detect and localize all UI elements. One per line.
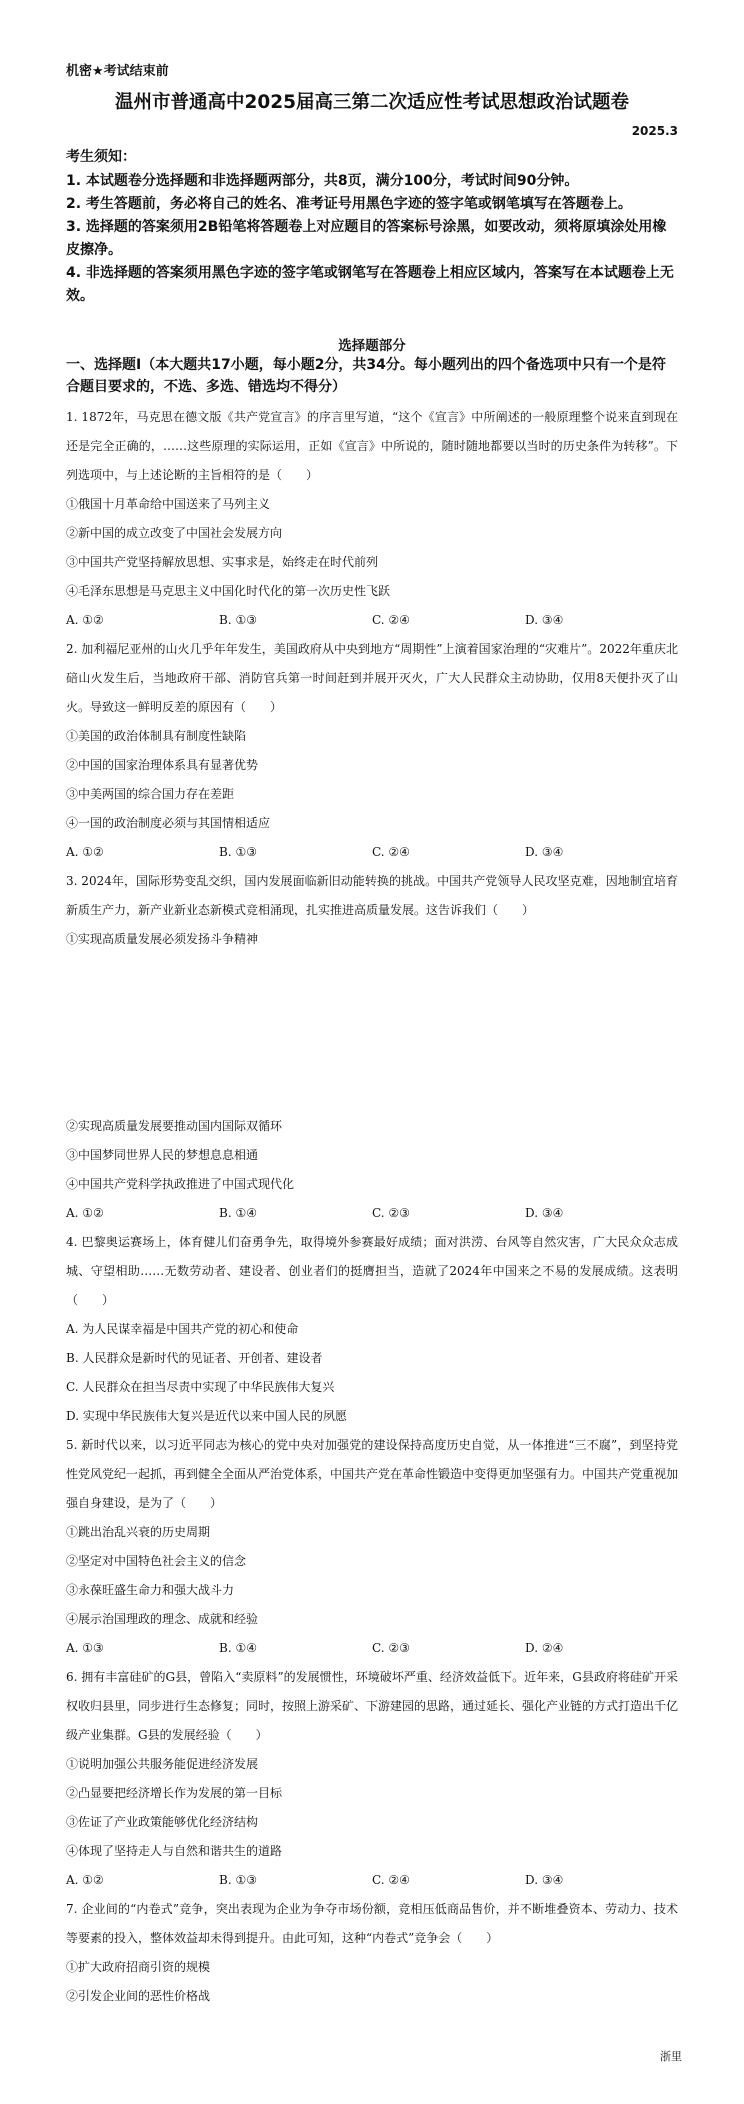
question-5-stem: 5. 新时代以来，以习近平同志为核心的党中央对加强党的建设保持高度历史自觉，从一体推进“三不腐”，到坚持党性党风党纪一起抓，再到健全全面从严治党体系，中国共产党在革命性锻造中变得更加坚强有力。中国共产党重视加强自身建设，是为了（ ）: [66, 1438, 679, 1510]
question-3-answers: [66, 1199, 678, 1228]
question-4-stem: 4. 巴黎奥运赛场上，体育健儿们奋勇争先，取得境外参赛最好成绩；面对洪涝、台风等自然灾害，广大民众众志成城、守望相助……无数劳动者、建设者、创业者们的挺膺担当，造就了2024年中国来之不易的发展成绩。这表明（ ）: [66, 1235, 678, 1307]
answer-a: A. ①③: [66, 1641, 104, 1655]
question-5-option: ③永葆旺盛生命力和强大战斗力: [66, 1583, 235, 1597]
question-5-option: ①跳出治乱兴衰的历史周期: [66, 1525, 211, 1539]
answer-d: D. ③④: [525, 1206, 564, 1220]
section-title: 选择题部分: [338, 338, 406, 354]
question-1-stem: 1. 1872年，马克思在德文版《共产党宣言》的序言里写道，“这个《宣言》中所阐述的一般原理整个说来直到现在还是完全正确的，……这些原理的实际运用，正如《宣言》中所说的，随时随地都要以当时的历史条件为转移”。下列选项中，与上述论断的主旨相符的是（ ）: [66, 410, 678, 482]
confidential-label: 机密★考试结束前: [66, 64, 169, 79]
notice-item: 2. 考生答题前，务必将自己的姓名、准考证号用黑色字迹的签字笔或钢笔填写在答题卷上。: [66, 196, 632, 212]
part-instructions: 一、选择题Ⅰ（本大题共17小题，每小题2分，共34分。每小题列出的四个备选项中只有一个是符合题目要求的，不选、多选、错选均不得分）: [66, 357, 666, 395]
answer-c: C. ②③: [372, 1641, 410, 1655]
question-2-stem: 2. 加利福尼亚州的山火几乎年年发生，美国政府从中央到地方“周期性”上演着国家治理的“灾难片”。2022年重庆北碚山火发生后，当地政府干部、消防官兵第一时间赶到并展开灭火，广大人民群众主动协助，仅用8天便扑灭了山火。导致这一鲜明反差的原因有（ ）: [66, 642, 678, 714]
question-2-option: ③中美两国的综合国力存在差距: [66, 787, 235, 801]
question-1-answers: [66, 606, 678, 635]
question-3-option: ①实现高质量发展必须发扬斗争精神: [66, 932, 259, 946]
question-3-option: ④中国共产党科学执政推进了中国式现代化: [66, 1177, 295, 1191]
question-6-stem: 6. 拥有丰富硅矿的G县，曾陷入“卖原料”的发展惯性，环境破坏严重、经济效益低下。近年来，G县政府将硅矿开采权收归县里，同步进行生态修复；同时，按照上游采矿、下游建园的思路，通过延长、强化产业链的方式打造出千亿级产业集群。G县的发展经验（ ）: [66, 1670, 679, 1742]
page-footer: 浙里: [660, 2050, 682, 2063]
question-1-option: ①俄国十月革命给中国送来了马列主义: [66, 497, 271, 511]
answer-a: A. ①②: [66, 1206, 104, 1220]
question-1-option: ④毛泽东思想是马克思主义中国化时代化的第一次历史性飞跃: [66, 584, 391, 598]
question-6-option: ①说明加强公共服务能促进经济发展: [66, 1757, 259, 1771]
answer-a: A. ①②: [66, 613, 104, 627]
question-5-answers: [66, 1634, 678, 1663]
answer-c: C. ②③: [372, 1206, 410, 1220]
question-4-option: C. 人民群众在担当尽责中实现了中华民族伟大复兴: [66, 1380, 335, 1394]
question-2-answers: [66, 838, 678, 867]
exam-title: 温州市普通高中2025届高三第二次适应性考试思想政治试题卷: [115, 92, 629, 113]
answer-d: D. ②④: [525, 1641, 564, 1655]
notice-item: 4. 非选择题的答案须用黑色字迹的签字笔或钢笔写在答题卷上相应区域内，答案写在本试题卷上无效。: [66, 265, 674, 304]
answer-a: A. ①②: [66, 845, 104, 859]
question-block-1: [66, 403, 678, 954]
exam-date: 2025.3: [631, 124, 678, 138]
candidate-notice: [66, 146, 678, 308]
question-1-option: ②新中国的成立改变了中国社会发展方向: [66, 526, 283, 540]
answer-b: B. ①③: [219, 613, 257, 627]
question-7-option: ①扩大政府招商引资的规模: [66, 1960, 211, 1974]
answer-d: D. ③④: [525, 845, 564, 859]
question-1-option: ③中国共产党坚持解放思想、实事求是，始终走在时代前列: [66, 555, 379, 569]
question-6-answers: [66, 1866, 678, 1895]
question-3-stem: 3. 2024年，国际形势变乱交织，国内发展面临新旧动能转换的挑战。中国共产党领导人民攻坚克难，因地制宜培育新质生产力，新产业新业态新模式竞相涌现，扎实推进高质量发展。这告诉我们（ ）: [66, 874, 678, 917]
question-6-option: ④体现了坚持走人与自然和谐共生的道路: [66, 1844, 283, 1858]
question-5-option: ④展示治国理政的理念、成就和经验: [66, 1612, 259, 1626]
answer-c: C. ②④: [372, 613, 410, 627]
question-3-option: ②实现高质量发展要推动国内国际双循环: [66, 1119, 283, 1133]
answer-d: D. ③④: [525, 613, 564, 627]
question-2-option: ①美国的政治体制具有制度性缺陷: [66, 729, 247, 743]
question-7-stem: 7. 企业间的“内卷式”竞争，突出表现为企业为争夺市场份额，竞相压低商品售价，并不断堆叠资本、劳动力、技术等要素的投入，整体效益却未得到提升。由此可知，这种“内卷式”竞争会（ ）: [66, 1902, 678, 1945]
answer-b: B. ①③: [219, 845, 257, 859]
answer-b: B. ①③: [219, 1873, 257, 1887]
question-4-option: A. 为人民谋幸福是中国共产党的初心和使命: [66, 1322, 299, 1336]
question-5-option: ②坚定对中国特色社会主义的信念: [66, 1554, 247, 1568]
question-2-option: ④一国的政治制度必须与其国情相适应: [66, 816, 271, 830]
notice-item: 1. 本试题卷分选择题和非选择题两部分，共8页，满分100分，考试时间90分钟。: [66, 173, 579, 189]
question-6-option: ③佐证了产业政策能够优化经济结构: [66, 1815, 259, 1829]
question-7-option: ②引发企业间的恶性价格战: [66, 1989, 211, 2003]
answer-b: B. ①④: [219, 1206, 257, 1220]
question-6-option: ②凸显要把经济增长作为发展的第一目标: [66, 1786, 283, 1800]
answer-a: A. ①②: [66, 1873, 104, 1887]
question-3-option: ③中国梦同世界人民的梦想息息相通: [66, 1148, 259, 1162]
question-2-option: ②中国的国家治理体系具有显著优势: [66, 758, 259, 772]
question-4-option: D. 实现中华民族伟大复兴是近代以来中国人民的夙愿: [66, 1409, 347, 1423]
notice-item: 3. 选择题的答案须用2B铅笔将答题卷上对应题目的答案标号涂黑，如要改动，须将原填涂处用橡皮擦净。: [66, 219, 667, 258]
answer-b: B. ①④: [219, 1641, 257, 1655]
answer-d: D. ③④: [525, 1873, 564, 1887]
question-block-2: [66, 1112, 678, 2011]
answer-c: C. ②④: [372, 845, 410, 859]
notice-title: 考生须知：: [66, 149, 136, 165]
answer-c: C. ②④: [372, 1873, 410, 1887]
question-4-option: B. 人民群众是新时代的见证者、开创者、建设者: [66, 1351, 323, 1365]
